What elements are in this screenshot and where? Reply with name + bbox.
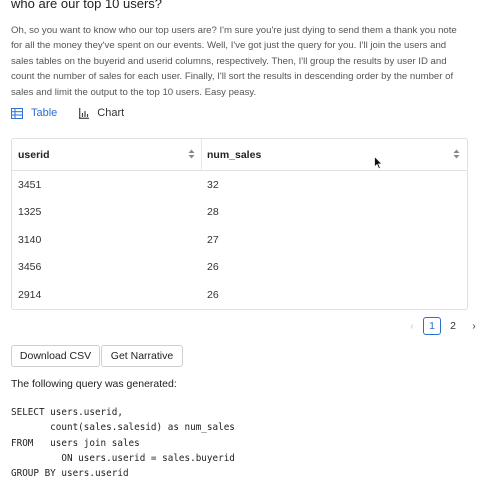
table-row: [12, 199, 467, 227]
tab-bar: [11, 104, 124, 122]
code-line: count(sales.salesid) as num_sales: [11, 422, 235, 434]
table-row: [12, 226, 467, 254]
table-cell-num-sales: 27: [207, 233, 219, 246]
column-header-label: num_sales: [207, 148, 262, 161]
table-cell-num-sales: 28: [207, 206, 219, 219]
sort-icon[interactable]: [188, 149, 195, 162]
table-row: [12, 254, 467, 282]
code-line: ON users.userid = sales.buyerid: [11, 452, 235, 464]
table-cell-userid: 3451: [18, 178, 42, 191]
tab-chart[interactable]: [79, 104, 124, 122]
column-header-label: userid: [18, 148, 50, 161]
table-cell-num-sales: 26: [207, 261, 219, 274]
chevron-left-icon[interactable]: ‹: [410, 320, 414, 332]
question-text: who are our top 10 users?: [11, 0, 163, 11]
page-2-button[interactable]: 2: [450, 320, 456, 332]
generated-query-label: The following query was generated:: [11, 378, 177, 390]
table-cell-num-sales: 32: [207, 178, 219, 191]
table-row: [12, 171, 467, 199]
page-1-button[interactable]: 1: [423, 317, 441, 335]
table-header: [12, 139, 467, 171]
table-cell-userid: 2914: [18, 288, 42, 301]
chart-icon: [79, 108, 89, 119]
sql-code-block: [11, 405, 235, 481]
get-narrative-button[interactable]: Get Narrative: [101, 345, 183, 367]
column-header-num-sales[interactable]: [207, 139, 465, 170]
table-icon: [11, 108, 23, 119]
column-header-userid[interactable]: [18, 139, 200, 170]
chevron-right-icon[interactable]: ›: [472, 320, 476, 332]
code-line: FROM users join sales: [11, 437, 140, 449]
table-row: [12, 281, 467, 309]
table-cell-userid: 3140: [18, 233, 42, 246]
mouse-cursor-icon: [374, 156, 383, 175]
table-cell-userid: 1325: [18, 206, 42, 219]
results-table: [11, 138, 468, 310]
column-divider: [201, 139, 202, 170]
code-line: SELECT users.userid,: [11, 407, 123, 418]
sort-icon[interactable]: [453, 149, 460, 162]
tab-chart-label: Chart: [97, 107, 125, 119]
table-cell-num-sales: 26: [207, 288, 219, 301]
table-cell-userid: 3456: [18, 261, 42, 274]
tab-table[interactable]: [11, 104, 57, 122]
narrative-text: Oh, so you want to know who our top users are? I'm sure you're just dying to send them a thank you note for all the money they've spent on our events. Well, I've got just the query for you. I'll join the users and sales tables on the buyerid and userid columns, respectively. Then, I'll group the results by user ID and count the number of sales for each user. Finally, I'll sort the results in descending order by the number of sales and limit the output to the top 10 users. Easy peasy.: [11, 25, 457, 98]
download-csv-button[interactable]: Download CSV: [11, 345, 100, 367]
tab-table-label: Table: [31, 107, 58, 119]
code-line: GROUP BY users.userid: [11, 468, 129, 480]
pagination: [405, 317, 481, 335]
